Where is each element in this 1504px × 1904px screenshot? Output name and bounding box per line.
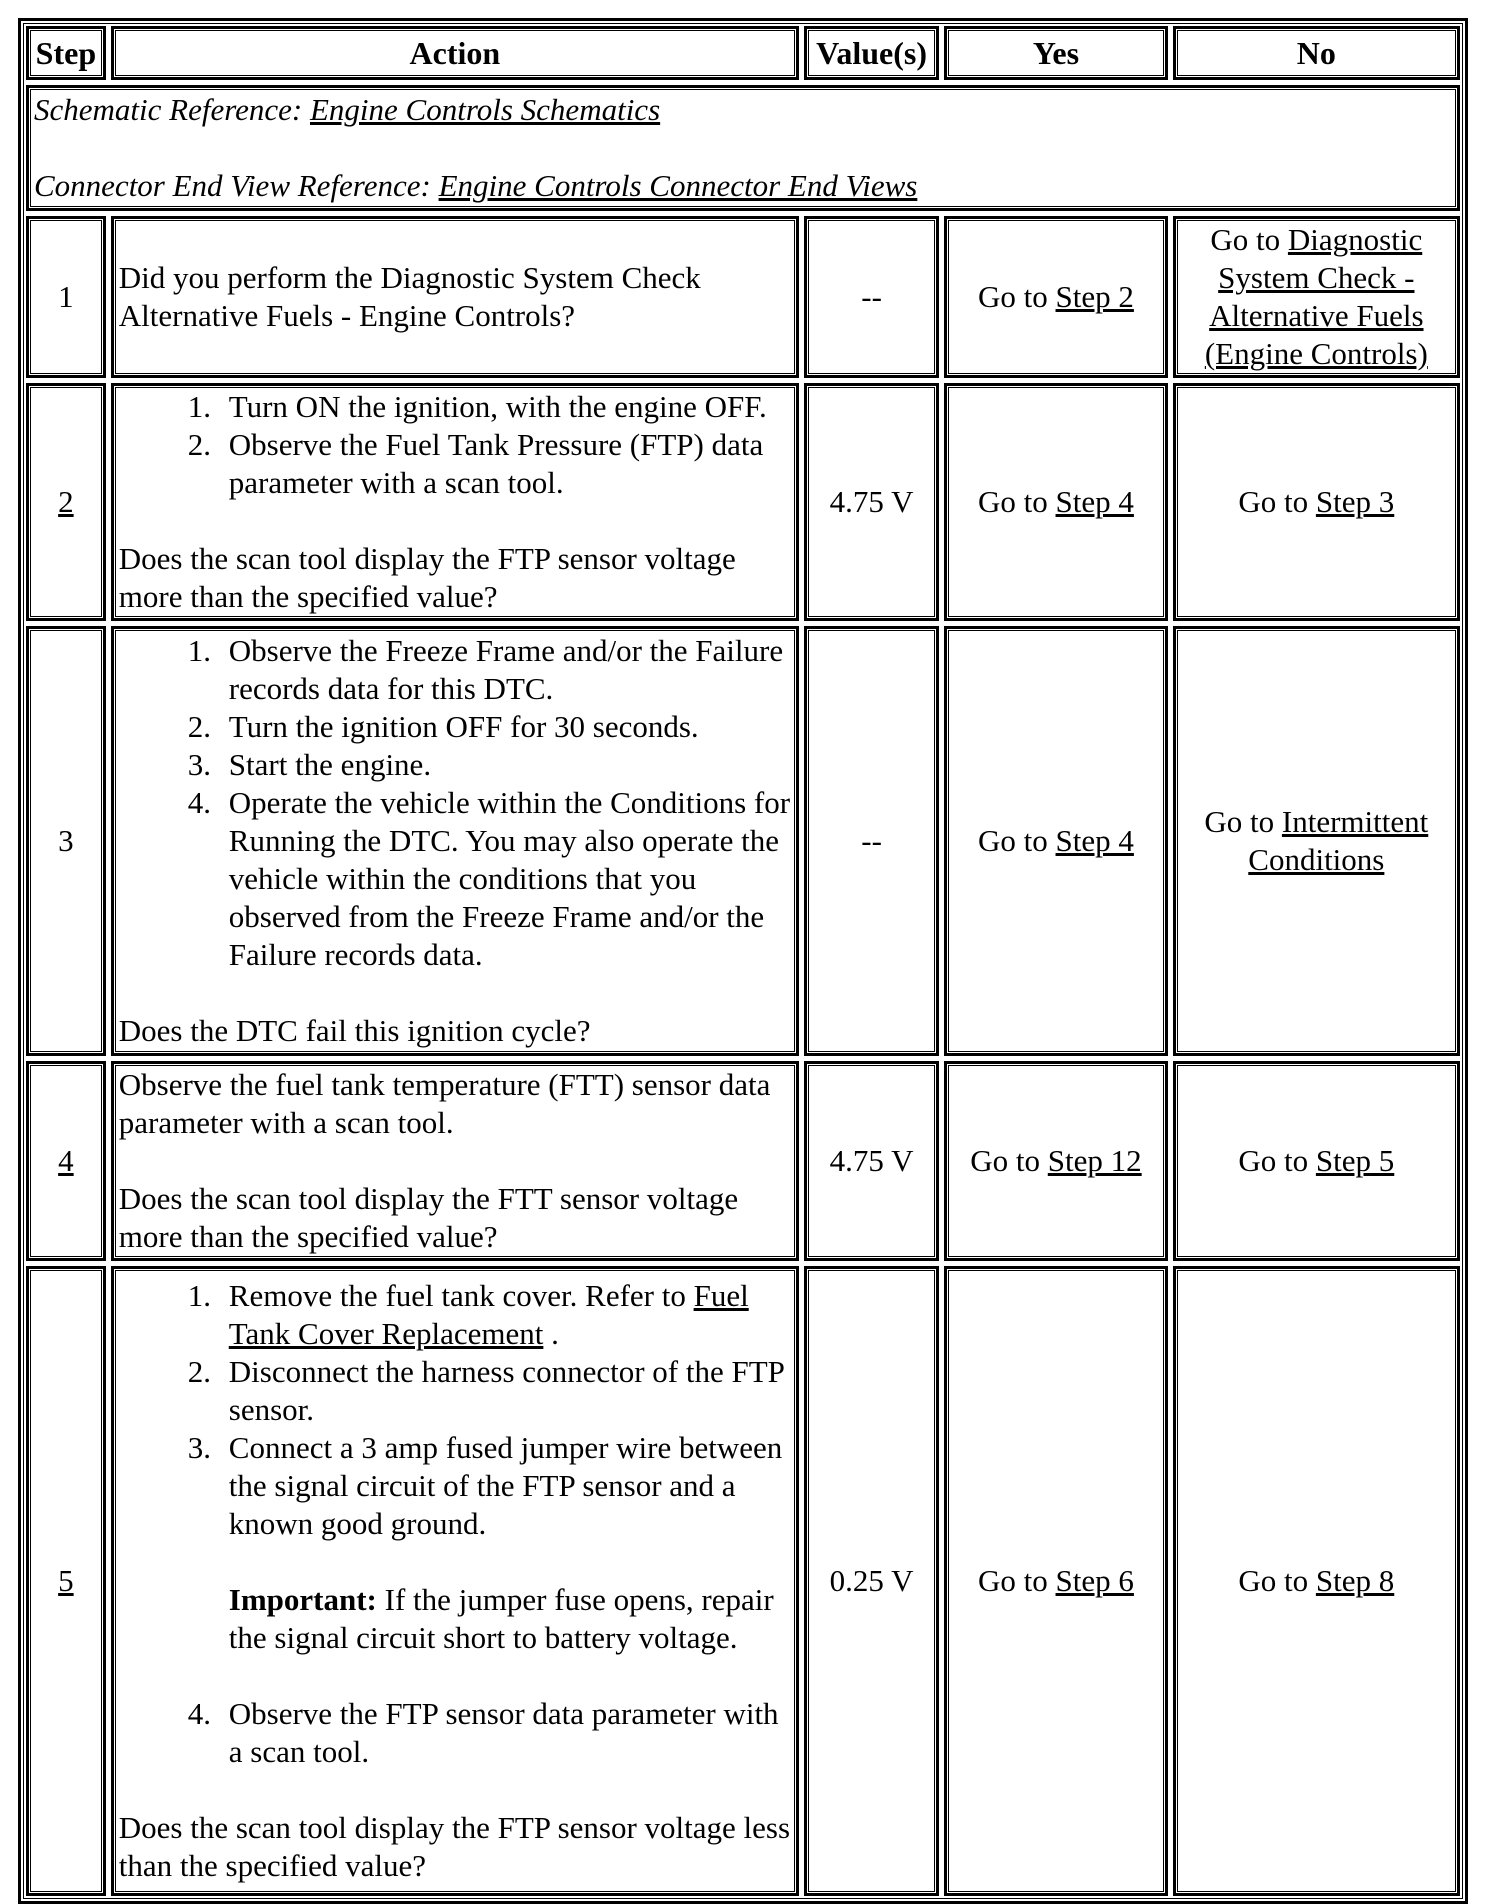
no-cell <box>1173 1061 1460 1261</box>
step-number <box>26 1061 106 1261</box>
diagnostic-table <box>18 18 1468 1904</box>
action-question: Does the scan tool display the FTP sensor voltage more than the specified value? <box>118 541 736 614</box>
list-item: 4. Operate the vehicle within the Conditions for Running the DTC. You may also operate the vehicle within the conditions that you observed from the Freeze Frame and/or the Failure records data. <box>219 784 791 974</box>
value-cell: -- <box>804 216 939 378</box>
table-row <box>26 626 1460 1056</box>
action-text: Did you perform the Diagnostic System Check Alternative Fuels - Engine Controls? <box>118 260 701 333</box>
schematic-reference <box>34 91 1452 129</box>
go-to-label: Go to <box>978 484 1056 519</box>
list-item: 2. Disconnect the harness connector of the FTP sensor. <box>219 1353 791 1429</box>
yes-link[interactable]: Step 6 <box>1055 1563 1134 1598</box>
reference-cell <box>26 85 1460 211</box>
action-list <box>119 388 791 502</box>
yes-cell <box>944 626 1167 1056</box>
no-cell <box>1173 1266 1460 1896</box>
step-link[interactable]: 5 <box>58 1563 74 1598</box>
table-row <box>26 1061 1460 1261</box>
action-list <box>119 1277 791 1771</box>
yes-cell <box>944 1061 1167 1261</box>
schematic-link[interactable]: Engine Controls Schematics <box>309 92 661 127</box>
table-row <box>26 383 1460 621</box>
item-text-end: . <box>543 1316 559 1351</box>
yes-link[interactable]: Step 2 <box>1055 279 1134 314</box>
item-text: Remove the fuel tank cover. Refer to <box>228 1278 694 1313</box>
action-question: Does the DTC fail this ignition cycle? <box>118 1013 591 1048</box>
yes-cell <box>944 383 1167 621</box>
table-row <box>26 216 1460 378</box>
yes-link[interactable]: Step 4 <box>1055 484 1134 519</box>
important-note <box>229 1581 791 1657</box>
list-item: 4. Observe the FTP sensor data parameter with a scan tool. <box>219 1695 791 1771</box>
action-cell <box>111 216 799 378</box>
header-yes: Yes <box>944 26 1167 80</box>
header-action: Action <box>111 26 799 80</box>
no-link[interactable]: Step 8 <box>1315 1563 1395 1598</box>
no-link[interactable]: Diagnostic System Check - Alternative Fuels (Engine Controls) <box>1204 222 1428 371</box>
header-value: Value(s) <box>804 26 939 80</box>
action-cell <box>111 626 799 1056</box>
action-list <box>119 632 791 974</box>
go-to-label: Go to <box>1238 484 1316 519</box>
action-cell <box>111 1266 799 1896</box>
no-link[interactable]: Step 5 <box>1315 1143 1395 1178</box>
value-cell: 4.75 V <box>804 1061 939 1261</box>
connector-reference <box>34 167 1452 205</box>
action-cell <box>111 1061 799 1261</box>
go-to-label: Go to <box>970 1143 1048 1178</box>
fuel-tank-cover-link[interactable]: Fuel Tank Cover Replacement <box>228 1278 749 1351</box>
go-to-label: Go to <box>1210 222 1288 257</box>
yes-link[interactable]: Step 12 <box>1047 1143 1142 1178</box>
connector-link[interactable]: Engine Controls Connector End Views <box>438 168 918 203</box>
no-cell <box>1173 383 1460 621</box>
action-text: Observe the fuel tank temperature (FTT) sensor data parameter with a scan tool. <box>118 1067 771 1140</box>
header-no: No <box>1173 26 1460 80</box>
important-label: Important: <box>228 1582 377 1617</box>
step-number <box>26 1266 106 1896</box>
header-row <box>26 26 1460 80</box>
table-row <box>26 1266 1460 1896</box>
value-cell: 0.25 V <box>804 1266 939 1896</box>
schematic-label: Schematic Reference: <box>34 92 310 127</box>
no-cell <box>1173 216 1460 378</box>
step-link[interactable]: 2 <box>58 484 74 519</box>
reference-row <box>26 85 1460 211</box>
no-link[interactable]: Intermittent Conditions <box>1248 804 1429 877</box>
go-to-label: Go to <box>1238 1563 1316 1598</box>
step-number: 1 <box>26 216 106 378</box>
step-number: 3 <box>26 626 106 1056</box>
action-question: Does the scan tool display the FTT sensor voltage more than the specified value? <box>118 1181 739 1254</box>
go-to-label: Go to <box>978 823 1056 858</box>
yes-cell <box>944 1266 1167 1896</box>
step-link[interactable]: 4 <box>58 1143 74 1178</box>
go-to-label: Go to <box>978 279 1056 314</box>
step-number <box>26 383 106 621</box>
list-item: 2. Observe the Fuel Tank Pressure (FTP) data parameter with a scan tool. <box>219 426 791 502</box>
list-item <box>219 1277 791 1353</box>
list-item: 1. Observe the Freeze Frame and/or the Failure records data for this DTC. <box>219 632 791 708</box>
header-step: Step <box>26 26 106 80</box>
item-text: Connect a 3 amp fused jumper wire between the signal circuit of the FTP sensor and a known good ground. <box>228 1430 783 1541</box>
no-cell <box>1173 626 1460 1056</box>
action-cell <box>111 383 799 621</box>
go-to-label: Go to <box>978 1563 1056 1598</box>
important-text: If the jumper fuse opens, repair the signal circuit short to battery voltage. <box>228 1582 774 1655</box>
go-to-label: Go to <box>1204 804 1282 839</box>
list-item: 3. Start the engine. <box>219 746 791 784</box>
value-cell: 4.75 V <box>804 383 939 621</box>
list-item: 1. Turn ON the ignition, with the engine OFF. <box>219 388 791 426</box>
yes-cell <box>944 216 1167 378</box>
value-cell: -- <box>804 626 939 1056</box>
connector-label: Connector End View Reference: <box>34 168 439 203</box>
action-question: Does the scan tool display the FTP sensor voltage less than the specified value? <box>118 1810 791 1883</box>
no-link[interactable]: Step 3 <box>1315 484 1395 519</box>
list-item: 2. Turn the ignition OFF for 30 seconds. <box>219 708 791 746</box>
go-to-label: Go to <box>1238 1143 1316 1178</box>
list-item <box>219 1429 791 1657</box>
yes-link[interactable]: Step 4 <box>1055 823 1134 858</box>
